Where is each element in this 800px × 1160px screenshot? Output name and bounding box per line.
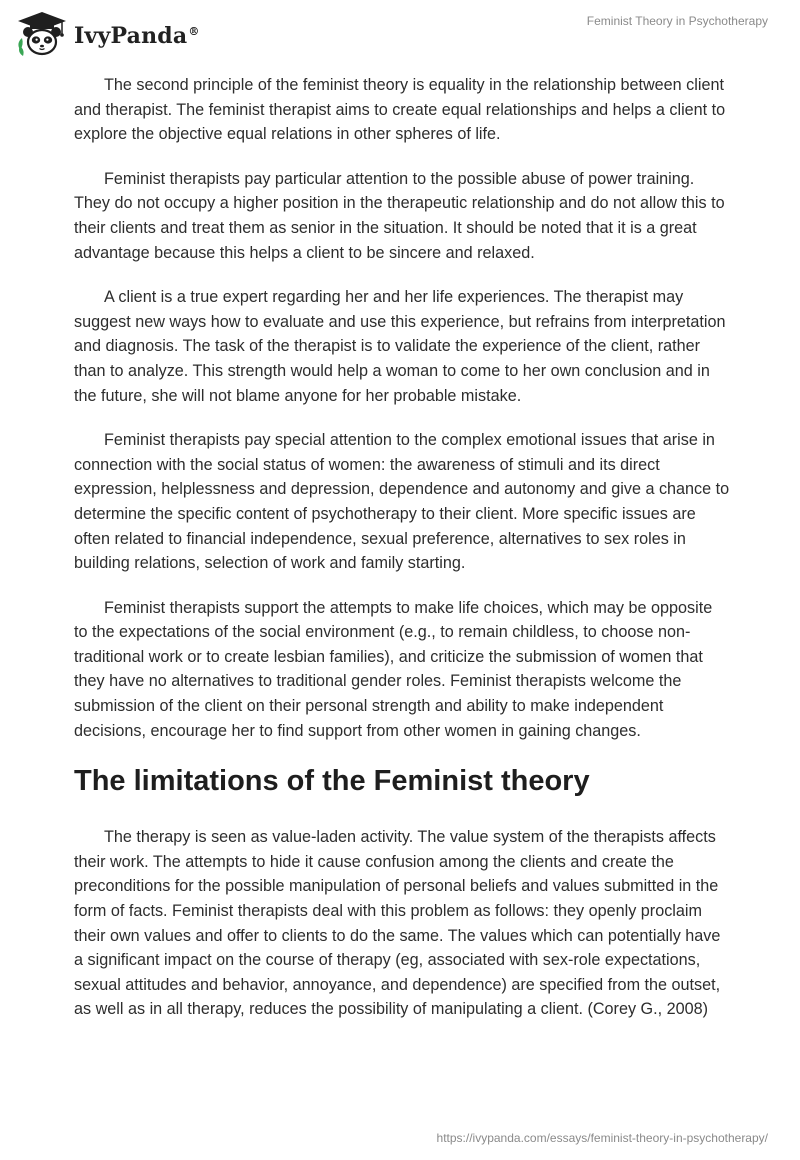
section-heading: The limitations of the Feminist theory <box>74 765 590 798</box>
logo-wordmark: IvyPanda® <box>74 23 200 49</box>
page-header <box>0 0 800 70</box>
paragraph: The second principle of the feminist theory is equality in the relationship between client and therapist. The feminist therapist aims to create equal relationships and helps a client to explore the objective equal relations in other spheres of life. <box>74 76 726 144</box>
paragraph: A client is a true expert regarding her and her life experiences. The therapist may suggest new ways how to evaluate and use this experience, but refrains from interpretation and diagnosis. The task of the therapist is to validate the experience of the client, rather than to analyze. This strength would help a woman to come to her own conclusion and in the future, she will not blame anyone for her probable mistake. <box>74 288 726 405</box>
paragraph: Feminist therapists pay special attention to the complex emotional issues that arise in connection with the social status of women: the awareness of stimuli and its direct expression, helplessness and depression, dependence and autonomy and give a chance to determine the specific content of psychotherapy to their client. More specific issues are often related to financial independence, sexual preference, alternatives to sex roles in building relations, selection of work and family starting. <box>74 431 730 573</box>
paragraph: The therapy is seen as value-laden activity. The value system of the therapists affects their work. The attempts to hide it cause confusion among the clients and create the preconditions for the possible manipulation of personal beliefs and values submitted in the form of facts. Feminist therapists deal with this problem as follows: they openly proclaim their own values and offer to clients to do the same. The values which can potentially have a significant impact on the course of therapy (eg, associated with sex-role expectations, sexual attitudes and behavior, annoyance, and dependence) are specified from the outset, as well as in all therapy, reduces the possibility of manipulating a client. (Corey G., 2008) <box>74 828 721 1019</box>
paragraph: Feminist therapists pay particular attention to the possible abuse of power training. They do not occupy a higher position in the therapeutic relationship and do not allow this to their clients and treat them as senior in the situation. It should be noted that it is a great advantage because this helps a client to be sincere and relaxed. <box>74 169 725 262</box>
source-url[interactable]: https://ivypanda.com/essays/feminist-theory-in-psychotherapy/ <box>436 1131 768 1145</box>
paragraph: Feminist therapists support the attempts to make life choices, which may be opposite to the expectations of the social environment (e.g., to remain childless, to choose non-traditional work or to create lesbian families), and criticize the submission of women that they have no alternatives to traditional gender roles. Feminist therapists welcome the submission of the client on their personal strength and ability to make independent decisions, encourage her to find support from other women in gaining changes. <box>74 598 713 740</box>
running-title: Feminist Theory in Psychotherapy <box>586 14 768 28</box>
panda-graduation-cap-icon <box>14 10 70 58</box>
essay-body <box>74 73 730 1042</box>
ivypanda-logo[interactable] <box>14 10 200 58</box>
